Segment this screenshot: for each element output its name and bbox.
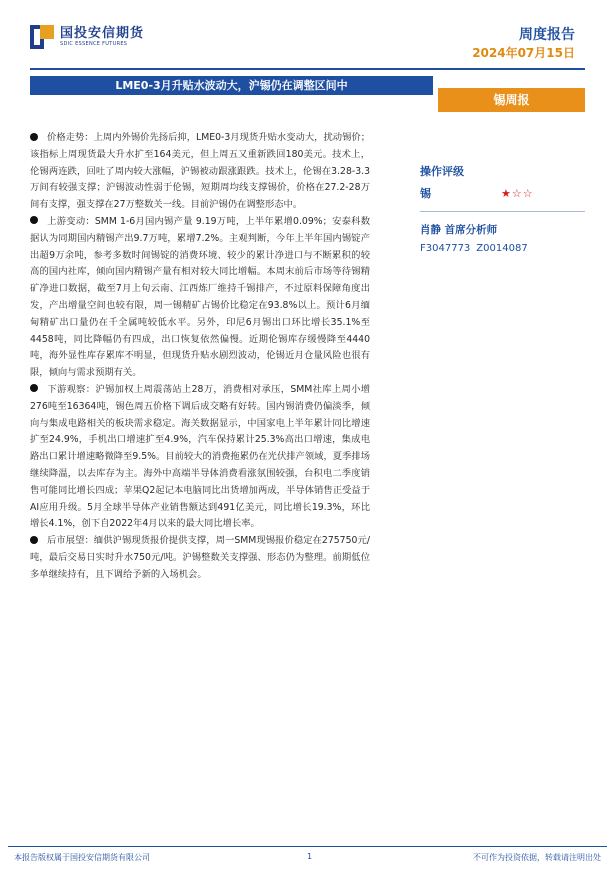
analyst-name: 肖静 首席分析师 bbox=[420, 224, 498, 236]
star-filled-icon: ★ bbox=[501, 186, 512, 200]
header-divider bbox=[30, 68, 585, 70]
bullet-icon bbox=[30, 536, 38, 544]
rating-row bbox=[420, 185, 590, 201]
paragraph-price-trend: 价格走势：上周内外锡价先扬后抑，LME0-3月现货升贴水变动大，扰动锡价；该指标上周现货最大升水扩至164美元，但上周五又重新跌回180美元。技术上，伦锡两连跌，回吐了周内较大涨幅，沪锡被动跟涨跟跌。技术上，伦锡在3.28-3.3万间有较强支撑；沪锡波动性弱于伦锡，短期周均线支撑锡价，价格在27.2-28万间有支撑，强支撑在27万整数关一线。目前沪锡仍在调整形态中。 bbox=[30, 132, 370, 211]
bullet-icon bbox=[30, 133, 38, 141]
bullet-icon bbox=[30, 384, 38, 392]
category-tab: 锡周报 bbox=[438, 88, 585, 112]
logo-chinese-name: 国投安信期货 bbox=[60, 25, 145, 41]
paragraph-outlook: 后市展望：缅供沪锡现货报价提供支撑，周一SMM现锡报价稳定在275750元/吨，最后交易日实时升水750元/吨。沪锡整数关支撑强、形态仍为整理。前期低位多单继续持有，且下调给予新的入场机会。 bbox=[30, 535, 370, 580]
footer-disclaimer: 不可作为投资依据，转载请注明出处 bbox=[473, 853, 601, 862]
paragraph-upstream: 上游变动：SMM 1-6月国内锡产量 9.19万吨，上半年累增0.09%；安泰科数据认为同期国内精锡产出9.7万吨，累增7.2%。主观判断，今年上半年国内锡锭产出超9万余吨，参考多数时间锡锭的消费环境、较少的累计净进口与不断累积的较高的国内社库，倾向国内精锡产量有相对较大同比增幅。本周末前后市场等待锡精矿净进口数据，截至7月上旬云南、江西炼厂维持千锡排产，不过原料保障角度出发，产出增量空间也较有限，周一锡精矿占锡价比稳定在93.8%以上。预计6月缅甸精矿出口量仍在千全属吨较低水平。另外，印尼6月锡出口环比增长35.1%至4458吨，同比降幅仍有四成，出口恢复依然偏慢。近期伦锡库存缓慢降至4440吨，海外显性库存累库不明显，但现货升贴水剧烈波动，伦锡近月仓量风险也很有限，倾向与需求预期有关。 bbox=[30, 215, 370, 379]
bullet-icon bbox=[30, 216, 38, 224]
report-title: LME0-3月升贴水波动大，沪锡仍在调整区间中 bbox=[30, 76, 433, 95]
star-empty-icon: ☆☆ bbox=[511, 186, 534, 200]
report-date: 2024年07月15日 bbox=[472, 46, 575, 60]
analyst-certificates bbox=[420, 243, 590, 254]
paragraph-downstream: 下游观察：沪锡加权上周震荡站上28万，消费相对承压，SMM社库上周小增276吨至16364吨，锡色周五价格下调后成交略有好转。国内锡消费仍偏淡季，倾向与集成电路相关的板块需求稳定。海关数据显示，中国家电上半年累计同比增速扩至24.9%，手机出口增速扩至4.9%，汽车保持累计25.3%高出口增速，集成电路出口累计增速略微降至9.5%。目前较大的消费拖累仍在光伏排产领域，夏季排场继续降温，以去库存为主。海外中高端半导体消费看涨氛围较强，台积电二季度销售可能同比增长四成；苹果Q2起记本电脑同比出货增加两成，半导体销售正受益于AI应用升级。5月全球半导体产业销售额达到491亿美元，同比增长19.3%，环比增长4.1%，创下自2022年4月以来的最大同比增长率。 bbox=[30, 383, 370, 530]
sidebar bbox=[420, 163, 590, 254]
certificate-number: Z0014087 bbox=[476, 243, 528, 254]
certificate-number: F3047773 bbox=[420, 243, 471, 254]
rating-label: 操作评级 bbox=[420, 165, 464, 178]
company-logo bbox=[30, 25, 144, 49]
footer-copyright: 本报告版权属于国投安信期货有限公司 bbox=[14, 853, 150, 862]
report-body bbox=[30, 130, 370, 584]
footer-divider bbox=[8, 846, 607, 847]
report-type: 周度报告 bbox=[519, 27, 575, 43]
logo-english-name: SDIC ESSENCE FUTURES bbox=[60, 40, 128, 47]
logo-mark-icon bbox=[30, 25, 54, 49]
page-number: 1 bbox=[307, 852, 313, 861]
sidebar-divider bbox=[420, 211, 585, 212]
rating-stars bbox=[501, 187, 534, 200]
rating-commodity: 锡 bbox=[420, 187, 431, 200]
logo-text bbox=[60, 27, 144, 48]
